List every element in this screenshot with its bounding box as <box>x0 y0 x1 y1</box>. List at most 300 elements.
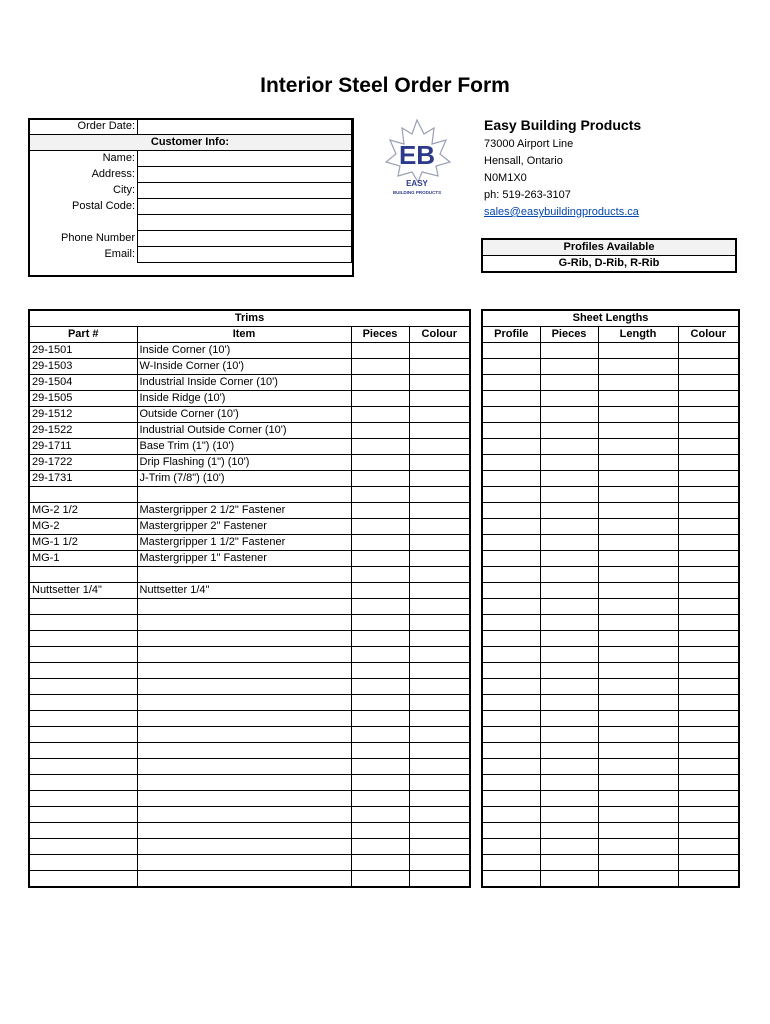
item-cell: W-Inside Corner (10') <box>137 359 351 375</box>
pieces-cell[interactable] <box>351 423 409 439</box>
item-cell[interactable] <box>137 695 351 711</box>
colour-cell[interactable] <box>409 375 470 391</box>
table-row <box>29 679 470 695</box>
pieces-cell[interactable] <box>540 359 598 375</box>
profile-cell[interactable] <box>482 823 540 839</box>
item-cell[interactable] <box>137 807 351 823</box>
colour-cell[interactable] <box>409 631 470 647</box>
profile-cell[interactable] <box>482 583 540 599</box>
pieces-cell[interactable] <box>351 359 409 375</box>
pieces-cell[interactable] <box>351 519 409 535</box>
pieces-cell[interactable] <box>540 759 598 775</box>
order-date-label: Order Date: <box>29 119 138 135</box>
colour-cell[interactable] <box>409 871 470 888</box>
colour-cell[interactable] <box>678 407 739 423</box>
length-cell[interactable] <box>598 423 678 439</box>
table-row <box>482 567 739 583</box>
length-cell[interactable] <box>598 471 678 487</box>
item-cell: Base Trim (1") (10') <box>137 439 351 455</box>
item-cell[interactable] <box>137 711 351 727</box>
item-cell <box>137 567 351 583</box>
part-cell[interactable] <box>29 839 137 855</box>
profile-cell[interactable] <box>482 519 540 535</box>
pieces-cell[interactable] <box>351 455 409 471</box>
length-cell[interactable] <box>598 871 678 888</box>
colour-cell[interactable] <box>678 871 739 888</box>
pieces-cell[interactable] <box>540 391 598 407</box>
pieces-cell[interactable] <box>540 551 598 567</box>
pieces-cell[interactable] <box>351 551 409 567</box>
pieces-cell[interactable] <box>540 871 598 888</box>
colour-cell[interactable] <box>409 695 470 711</box>
item-cell[interactable] <box>137 599 351 615</box>
pieces-cell[interactable] <box>351 871 409 888</box>
profile-cell[interactable] <box>482 775 540 791</box>
colour-cell[interactable] <box>678 647 739 663</box>
colour-cell[interactable] <box>678 455 739 471</box>
pieces-cell[interactable] <box>540 823 598 839</box>
customer-info-header: Customer Info: <box>29 135 352 151</box>
city-label: City: <box>113 184 135 196</box>
part-cell[interactable] <box>29 743 137 759</box>
length-cell[interactable] <box>598 439 678 455</box>
item-cell[interactable] <box>137 855 351 871</box>
pieces-cell[interactable] <box>351 855 409 871</box>
length-cell[interactable] <box>598 663 678 679</box>
colour-cell[interactable] <box>409 855 470 871</box>
profile-cell[interactable] <box>482 487 540 503</box>
item-cell[interactable] <box>137 615 351 631</box>
pieces-cell[interactable] <box>540 711 598 727</box>
table-row <box>29 871 470 888</box>
pieces-cell[interactable] <box>351 839 409 855</box>
profile-cell[interactable] <box>482 695 540 711</box>
part-cell[interactable] <box>29 855 137 871</box>
pieces-cell[interactable] <box>540 599 598 615</box>
part-cell[interactable] <box>29 615 137 631</box>
length-cell[interactable] <box>598 599 678 615</box>
length-cell[interactable] <box>598 679 678 695</box>
pieces-cell[interactable] <box>540 807 598 823</box>
table-row <box>29 471 470 487</box>
colour-cell[interactable] <box>409 823 470 839</box>
item-cell <box>137 487 351 503</box>
colour-cell[interactable] <box>678 519 739 535</box>
length-cell[interactable] <box>598 727 678 743</box>
company-email-link[interactable]: sales@easybuildingproducts.ca <box>484 206 639 218</box>
colour-cell[interactable] <box>678 423 739 439</box>
table-row <box>29 727 470 743</box>
length-cell[interactable] <box>598 647 678 663</box>
colour-cell[interactable] <box>409 359 470 375</box>
part-cell[interactable] <box>29 663 137 679</box>
item-cell[interactable] <box>137 823 351 839</box>
phone-label: Phone Number <box>61 232 135 244</box>
email-label: Email: <box>104 248 135 260</box>
pieces-cell[interactable] <box>540 583 598 599</box>
pieces-cell[interactable] <box>540 487 598 503</box>
address-field[interactable] <box>138 167 352 183</box>
item-cell[interactable] <box>137 775 351 791</box>
postal-code-field[interactable] <box>138 199 352 215</box>
colour-cell[interactable] <box>678 535 739 551</box>
item-cell: Industrial Outside Corner (10') <box>137 423 351 439</box>
pieces-cell[interactable] <box>540 455 598 471</box>
column-header-length: Length <box>598 327 678 343</box>
colour-cell[interactable] <box>678 391 739 407</box>
table-row <box>482 695 739 711</box>
company-name: Easy Building Products <box>484 117 642 133</box>
colour-cell[interactable] <box>409 391 470 407</box>
profile-cell[interactable] <box>482 871 540 888</box>
length-cell[interactable] <box>598 519 678 535</box>
length-cell[interactable] <box>598 407 678 423</box>
part-cell[interactable] <box>29 695 137 711</box>
profile-cell[interactable] <box>482 615 540 631</box>
length-cell[interactable] <box>598 855 678 871</box>
colour-cell[interactable] <box>678 695 739 711</box>
item-cell[interactable] <box>137 791 351 807</box>
pieces-cell[interactable] <box>540 343 598 359</box>
pieces-cell[interactable] <box>351 807 409 823</box>
colour-cell[interactable] <box>409 711 470 727</box>
part-cell[interactable] <box>29 775 137 791</box>
table-row <box>29 359 470 375</box>
colour-cell[interactable] <box>409 503 470 519</box>
pieces-cell[interactable] <box>540 423 598 439</box>
profile-cell[interactable] <box>482 455 540 471</box>
colour-cell[interactable] <box>409 487 470 503</box>
table-row <box>29 839 470 855</box>
colour-cell[interactable] <box>409 551 470 567</box>
colour-cell[interactable] <box>409 439 470 455</box>
colour-cell[interactable] <box>409 583 470 599</box>
colour-cell[interactable] <box>678 775 739 791</box>
profile-cell[interactable] <box>482 439 540 455</box>
table-row <box>29 519 470 535</box>
profile-cell[interactable] <box>482 807 540 823</box>
item-cell[interactable] <box>137 759 351 775</box>
pieces-cell[interactable] <box>540 439 598 455</box>
item-cell[interactable] <box>137 727 351 743</box>
part-cell[interactable] <box>29 727 137 743</box>
length-cell[interactable] <box>598 567 678 583</box>
part-cell[interactable] <box>29 871 137 888</box>
length-cell[interactable] <box>598 583 678 599</box>
item-cell: J-Trim (7/8") (10') <box>137 471 351 487</box>
pieces-cell[interactable] <box>540 535 598 551</box>
table-row <box>482 359 739 375</box>
profile-cell[interactable] <box>482 567 540 583</box>
length-cell[interactable] <box>598 775 678 791</box>
colour-cell[interactable] <box>678 567 739 583</box>
colour-cell[interactable] <box>409 807 470 823</box>
colour-cell[interactable] <box>409 423 470 439</box>
colour-cell[interactable] <box>409 535 470 551</box>
pieces-cell[interactable] <box>351 583 409 599</box>
profile-cell[interactable] <box>482 711 540 727</box>
pieces-cell[interactable] <box>351 439 409 455</box>
part-cell: 29-1505 <box>29 391 137 407</box>
item-cell: Mastergripper 2" Fastener <box>137 519 351 535</box>
colour-cell[interactable] <box>678 343 739 359</box>
table-row <box>482 343 739 359</box>
profile-cell[interactable] <box>482 423 540 439</box>
colour-cell[interactable] <box>678 615 739 631</box>
table-row <box>482 455 739 471</box>
column-header-colour: Colour <box>409 327 470 343</box>
part-cell[interactable] <box>29 711 137 727</box>
pieces-cell[interactable] <box>351 631 409 647</box>
pieces-cell[interactable] <box>540 647 598 663</box>
colour-cell[interactable] <box>678 855 739 871</box>
length-cell[interactable] <box>598 823 678 839</box>
part-cell: 29-1501 <box>29 343 137 359</box>
table-row <box>482 503 739 519</box>
order-date-field[interactable] <box>138 119 352 135</box>
pieces-cell[interactable] <box>540 791 598 807</box>
pieces-cell[interactable] <box>540 743 598 759</box>
pieces-cell[interactable] <box>351 647 409 663</box>
part-cell[interactable] <box>29 823 137 839</box>
colour-cell[interactable] <box>409 599 470 615</box>
profile-cell[interactable] <box>482 743 540 759</box>
profile-cell[interactable] <box>482 663 540 679</box>
length-cell[interactable] <box>598 743 678 759</box>
colour-cell[interactable] <box>678 583 739 599</box>
pieces-cell[interactable] <box>540 855 598 871</box>
profiles-header: Profiles Available <box>482 239 736 256</box>
colour-cell[interactable] <box>678 679 739 695</box>
length-cell[interactable] <box>598 791 678 807</box>
pieces-cell[interactable] <box>351 487 409 503</box>
pieces-cell[interactable] <box>540 519 598 535</box>
address-label: Address: <box>91 168 135 180</box>
pieces-cell[interactable] <box>351 535 409 551</box>
pieces-cell[interactable] <box>351 759 409 775</box>
colour-cell[interactable] <box>409 615 470 631</box>
table-row <box>482 375 739 391</box>
profile-cell[interactable] <box>482 407 540 423</box>
part-cell[interactable] <box>29 807 137 823</box>
colour-cell[interactable] <box>409 647 470 663</box>
profile-cell[interactable] <box>482 647 540 663</box>
extra-field[interactable] <box>138 215 352 231</box>
colour-cell[interactable] <box>678 487 739 503</box>
phone-field[interactable] <box>138 231 352 247</box>
email-field[interactable] <box>138 247 352 263</box>
profile-cell[interactable] <box>482 599 540 615</box>
profile-cell[interactable] <box>482 551 540 567</box>
pieces-cell[interactable] <box>540 471 598 487</box>
length-cell[interactable] <box>598 343 678 359</box>
length-cell[interactable] <box>598 503 678 519</box>
table-row <box>29 407 470 423</box>
pieces-cell[interactable] <box>540 727 598 743</box>
company-phone: ph: 519-263-3107 <box>484 189 571 201</box>
profile-cell[interactable] <box>482 727 540 743</box>
colour-cell[interactable] <box>678 551 739 567</box>
colour-cell[interactable] <box>409 759 470 775</box>
colour-cell[interactable] <box>409 839 470 855</box>
pieces-cell[interactable] <box>351 743 409 759</box>
colour-cell[interactable] <box>678 807 739 823</box>
pieces-cell[interactable] <box>351 391 409 407</box>
colour-cell[interactable] <box>678 743 739 759</box>
pieces-cell[interactable] <box>351 599 409 615</box>
table-row <box>482 519 739 535</box>
colour-cell[interactable] <box>678 839 739 855</box>
item-cell[interactable] <box>137 631 351 647</box>
colour-cell[interactable] <box>409 343 470 359</box>
colour-cell[interactable] <box>678 631 739 647</box>
column-header-pieces: Pieces <box>351 327 409 343</box>
logo-initials: EB <box>398 140 436 170</box>
length-cell[interactable] <box>598 631 678 647</box>
profile-cell[interactable] <box>482 855 540 871</box>
column-header-profile: Profile <box>482 327 540 343</box>
colour-cell[interactable] <box>678 375 739 391</box>
length-cell[interactable] <box>598 455 678 471</box>
pieces-cell[interactable] <box>540 503 598 519</box>
colour-cell[interactable] <box>678 711 739 727</box>
pieces-cell[interactable] <box>351 503 409 519</box>
table-row <box>482 583 739 599</box>
colour-cell[interactable] <box>409 567 470 583</box>
pieces-cell[interactable] <box>540 567 598 583</box>
pieces-cell[interactable] <box>351 711 409 727</box>
colour-cell[interactable] <box>409 679 470 695</box>
part-cell[interactable] <box>29 679 137 695</box>
colour-cell[interactable] <box>409 407 470 423</box>
colour-cell[interactable] <box>678 791 739 807</box>
length-cell[interactable] <box>598 839 678 855</box>
table-row <box>29 711 470 727</box>
pieces-cell[interactable] <box>540 695 598 711</box>
profile-cell[interactable] <box>482 631 540 647</box>
pieces-cell[interactable] <box>351 823 409 839</box>
pieces-cell[interactable] <box>351 615 409 631</box>
profile-cell[interactable] <box>482 359 540 375</box>
colour-cell[interactable] <box>678 663 739 679</box>
table-row <box>482 647 739 663</box>
pieces-cell[interactable] <box>540 407 598 423</box>
length-cell[interactable] <box>598 759 678 775</box>
pieces-cell[interactable] <box>351 567 409 583</box>
colour-cell[interactable] <box>678 471 739 487</box>
item-cell[interactable] <box>137 679 351 695</box>
pieces-cell[interactable] <box>351 791 409 807</box>
part-cell[interactable] <box>29 791 137 807</box>
length-cell[interactable] <box>598 535 678 551</box>
length-cell[interactable] <box>598 487 678 503</box>
column-header-item: Item <box>137 327 351 343</box>
colour-cell[interactable] <box>678 727 739 743</box>
item-cell[interactable] <box>137 743 351 759</box>
colour-cell[interactable] <box>409 663 470 679</box>
profile-cell[interactable] <box>482 471 540 487</box>
colour-cell[interactable] <box>409 471 470 487</box>
name-field[interactable] <box>138 151 352 167</box>
profile-cell[interactable] <box>482 535 540 551</box>
length-cell[interactable] <box>598 695 678 711</box>
colour-cell[interactable] <box>678 823 739 839</box>
colour-cell[interactable] <box>409 791 470 807</box>
profile-cell[interactable] <box>482 839 540 855</box>
colour-cell[interactable] <box>409 727 470 743</box>
item-cell[interactable] <box>137 663 351 679</box>
part-cell[interactable] <box>29 599 137 615</box>
table-row <box>482 535 739 551</box>
profile-cell[interactable] <box>482 759 540 775</box>
profile-cell[interactable] <box>482 343 540 359</box>
colour-cell[interactable] <box>678 599 739 615</box>
item-cell[interactable] <box>137 839 351 855</box>
part-cell[interactable] <box>29 631 137 647</box>
length-cell[interactable] <box>598 711 678 727</box>
length-cell[interactable] <box>598 615 678 631</box>
colour-cell[interactable] <box>409 519 470 535</box>
colour-cell[interactable] <box>678 759 739 775</box>
pieces-cell[interactable] <box>351 727 409 743</box>
table-row <box>29 599 470 615</box>
part-cell[interactable] <box>29 759 137 775</box>
colour-cell[interactable] <box>409 743 470 759</box>
pieces-cell[interactable] <box>540 679 598 695</box>
pieces-cell[interactable] <box>540 839 598 855</box>
pieces-cell[interactable] <box>351 343 409 359</box>
pieces-cell[interactable] <box>351 471 409 487</box>
profile-cell[interactable] <box>482 375 540 391</box>
colour-cell[interactable] <box>409 455 470 471</box>
colour-cell[interactable] <box>678 439 739 455</box>
length-cell[interactable] <box>598 359 678 375</box>
length-cell[interactable] <box>598 551 678 567</box>
pieces-cell[interactable] <box>351 775 409 791</box>
profile-cell[interactable] <box>482 503 540 519</box>
length-cell[interactable] <box>598 391 678 407</box>
city-field[interactable] <box>138 183 352 199</box>
pieces-cell[interactable] <box>351 695 409 711</box>
item-cell[interactable] <box>137 647 351 663</box>
item-cell: Industrial Inside Corner (10') <box>137 375 351 391</box>
colour-cell[interactable] <box>678 359 739 375</box>
profile-cell[interactable] <box>482 679 540 695</box>
table-row <box>482 391 739 407</box>
colour-cell[interactable] <box>678 503 739 519</box>
colour-cell[interactable] <box>409 775 470 791</box>
pieces-cell[interactable] <box>351 375 409 391</box>
pieces-cell[interactable] <box>540 775 598 791</box>
profile-cell[interactable] <box>482 391 540 407</box>
pieces-cell[interactable] <box>351 679 409 695</box>
part-cell <box>29 567 137 583</box>
length-cell[interactable] <box>598 807 678 823</box>
pieces-cell[interactable] <box>540 663 598 679</box>
pieces-cell[interactable] <box>540 375 598 391</box>
length-cell[interactable] <box>598 375 678 391</box>
pieces-cell[interactable] <box>540 615 598 631</box>
item-cell[interactable] <box>137 871 351 888</box>
part-cell[interactable] <box>29 647 137 663</box>
profiles-table <box>481 238 737 273</box>
pieces-cell[interactable] <box>351 663 409 679</box>
profile-cell[interactable] <box>482 791 540 807</box>
table-row <box>482 743 739 759</box>
pieces-cell[interactable] <box>351 407 409 423</box>
blank-label <box>29 215 138 231</box>
pieces-cell[interactable] <box>540 631 598 647</box>
